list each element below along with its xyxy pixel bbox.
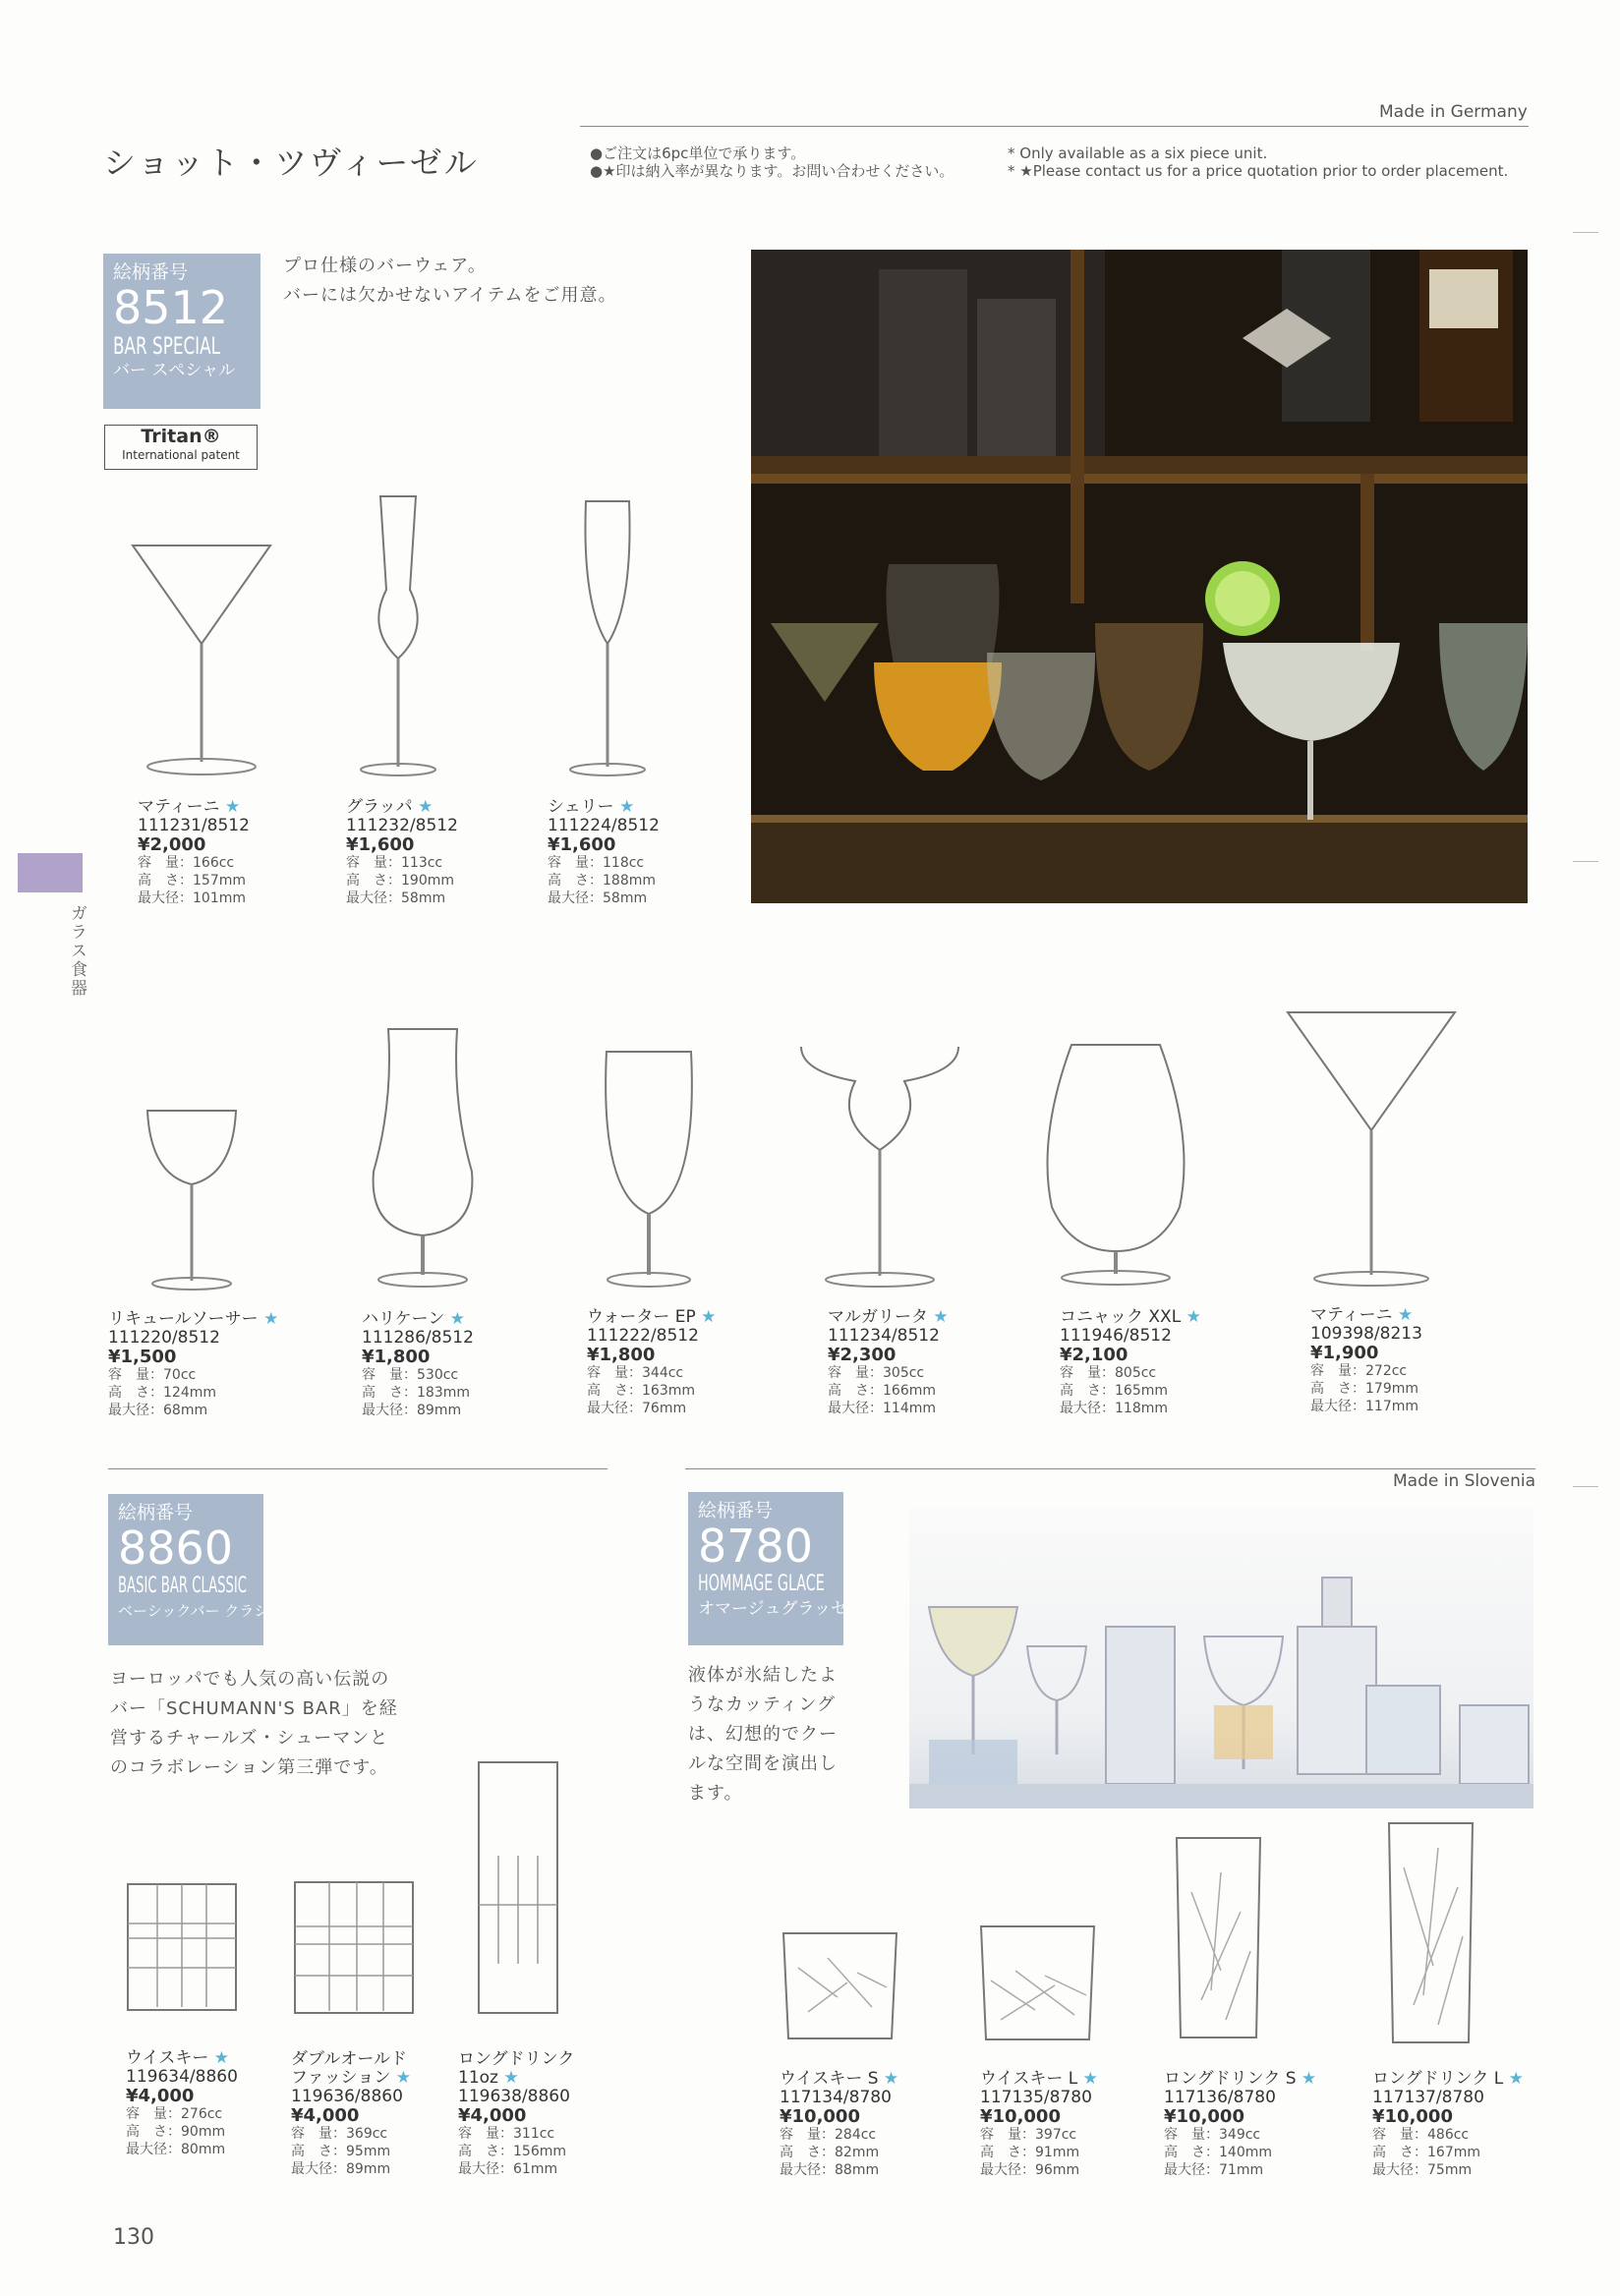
product-price: ¥1,800 [587, 1345, 656, 1365]
order-note-jp-2: ●★印は納入率が異なります。お問い合わせください。 [590, 162, 955, 180]
section-tab [18, 853, 83, 892]
product-price: ¥4,000 [458, 2105, 527, 2126]
product-diameter: 最大径：117mm [1310, 1399, 1418, 1414]
product-price: ¥10,000 [980, 2106, 1061, 2127]
order-note-jp-1: ●ご注文は6pc単位で承ります。 [590, 144, 806, 162]
made-in-germany: Made in Germany [1379, 102, 1528, 122]
product-price: ¥2,300 [828, 1345, 897, 1365]
product-code: 117136/8780 [1164, 2088, 1276, 2107]
star-icon: ★ [1082, 2069, 1098, 2089]
product-capacity: 容 量：349cc [1164, 2127, 1261, 2143]
product-code: 119638/8860 [458, 2087, 570, 2106]
hommage-photo [909, 1509, 1533, 1808]
desc-line: 営するチャールズ・シューマンと [110, 1728, 389, 1749]
section-label: ガラス食器 [67, 904, 87, 998]
bar-scene-illustration [751, 250, 1528, 903]
desc-line: プロ仕様のバーウェア。 [283, 256, 487, 276]
series-desc-8860 [110, 1665, 398, 1783]
star-icon: ★ [883, 2069, 899, 2089]
product-liqueur-saucer [108, 1310, 278, 1419]
series-name-en: HOMMAGE GLACE [698, 1572, 825, 1596]
series-badge-8780 [688, 1492, 847, 1645]
series-name-en: BASIC BAR CLASSIC [118, 1574, 247, 1598]
product-name-line1: ロングドリンク [458, 2049, 575, 2069]
product-price: ¥1,600 [548, 834, 616, 855]
product-capacity: 容 量：166cc [138, 855, 235, 871]
product-margarita [828, 1308, 949, 1417]
product-height: 高 さ：90mm [126, 2124, 226, 2140]
tritan-sub: International patent [122, 448, 240, 462]
product-height: 高 さ：166mm [828, 1383, 936, 1399]
hurricane-glass-image [359, 1024, 487, 1290]
product-name: ロングドリンク S [1164, 2069, 1297, 2089]
product-code: 111286/8512 [362, 1328, 474, 1348]
star-icon: ★ [1508, 2069, 1524, 2089]
product-price: ¥1,800 [362, 1347, 431, 1367]
product-code: 117137/8780 [1372, 2088, 1484, 2107]
product-name: ウォーター EP [587, 1307, 696, 1327]
product-name: ウイスキー S [780, 2069, 879, 2089]
series-number: 8780 [698, 1520, 814, 1573]
product-capacity: 容 量：284cc [780, 2127, 877, 2143]
product-diameter: 最大径：80mm [126, 2142, 226, 2157]
product-capacity: 容 量：305cc [828, 1365, 925, 1381]
desc-line: ヨーロッパでも人気の高い伝説の [110, 1669, 390, 1690]
product-whisky-l-8780 [980, 2070, 1098, 2179]
edge-mark [1573, 232, 1598, 233]
product-price: ¥10,000 [1164, 2106, 1244, 2127]
product-capacity: 容 量：344cc [587, 1365, 684, 1381]
star-icon: ★ [1301, 2069, 1317, 2089]
double-old-fashioned-glass-image [290, 1877, 418, 2020]
product-diameter: 最大径：58mm [548, 890, 648, 906]
series-badge-8860 [108, 1494, 298, 1645]
desc-line: うなカッティング [688, 1694, 837, 1715]
product-capacity: 容 量：118cc [548, 855, 645, 871]
product-name: シェリー [548, 797, 614, 817]
product-diameter: 最大径：58mm [346, 890, 446, 906]
product-capacity: 容 量：805cc [1060, 1365, 1157, 1381]
product-price: ¥10,000 [1372, 2106, 1453, 2127]
product-capacity: 容 量：276cc [126, 2106, 223, 2122]
star-icon: ★ [418, 797, 434, 817]
product-long-drink-8860 [458, 2050, 574, 2178]
product-code: 109398/8213 [1310, 1324, 1422, 1344]
product-height: 高 さ：165mm [1060, 1383, 1168, 1399]
product-price: ¥1,600 [346, 834, 415, 855]
star-icon: ★ [1398, 1305, 1414, 1325]
product-capacity: 容 量：530cc [362, 1367, 459, 1383]
whisky-l-8780-glass-image [976, 1922, 1099, 2047]
star-icon: ★ [701, 1307, 717, 1327]
star-icon: ★ [503, 2068, 519, 2088]
product-cognac-xxl [1060, 1308, 1201, 1417]
product-code: 119636/8860 [291, 2087, 403, 2106]
tritan-name: Tritan® [141, 426, 221, 447]
order-note-en-1: * Only available as a six piece unit. [1008, 144, 1268, 162]
product-diameter: 最大径：89mm [362, 1403, 462, 1418]
star-icon: ★ [1186, 1307, 1201, 1327]
product-height: 高 さ：190mm [346, 873, 454, 889]
desc-line: 液体が氷結したよ [688, 1665, 838, 1686]
star-icon: ★ [933, 1307, 949, 1327]
desc-line: ルな空間を演出し [688, 1753, 838, 1774]
cognac-xxl-glass-image [1032, 1040, 1199, 1286]
water-ep-glass-image [595, 1047, 703, 1288]
product-name: リキュールソーサー [108, 1309, 259, 1329]
product-water-ep [587, 1308, 716, 1417]
product-price: ¥2,000 [138, 834, 206, 855]
margarita-glass-image [796, 1042, 963, 1288]
header-rule [580, 126, 1529, 127]
desc-line: バー「SCHUMANN'S BAR」を経 [110, 1698, 398, 1719]
product-height: 高 さ：140mm [1164, 2145, 1272, 2160]
product-height: 高 さ：179mm [1310, 1381, 1418, 1397]
product-code: 111232/8512 [346, 816, 458, 835]
product-height: 高 さ：95mm [291, 2144, 391, 2159]
section-rule-8780 [685, 1468, 1535, 1469]
desc-line: ます。 [688, 1783, 743, 1804]
product-code: 117134/8780 [780, 2088, 892, 2107]
product-diameter: 最大径：118mm [1060, 1401, 1168, 1416]
edge-mark [1573, 861, 1598, 862]
product-height: 高 さ：156mm [458, 2144, 566, 2159]
tritan-logo [104, 425, 258, 470]
product-name: ロングドリンク L [1372, 2069, 1504, 2089]
product-diameter: 最大径：75mm [1372, 2162, 1473, 2178]
product-code: 111222/8512 [587, 1326, 699, 1346]
page-title: ショット・ツヴィーゼル [103, 144, 479, 182]
product-code: 111234/8512 [828, 1326, 940, 1346]
product-height: 高 さ：163mm [587, 1383, 695, 1399]
product-martini-8512 [138, 798, 250, 907]
product-diameter: 最大径：89mm [291, 2161, 391, 2177]
product-code: 111220/8512 [108, 1328, 220, 1348]
product-diameter: 最大径：88mm [780, 2162, 880, 2178]
product-height: 高 さ：188mm [548, 873, 656, 889]
product-code: 119634/8860 [126, 2067, 238, 2087]
desc-line: バーには欠かせないアイテムをご用意。 [283, 285, 617, 306]
series-badge-8512 [103, 254, 260, 409]
section-rule-8860 [108, 1468, 608, 1469]
series-name-jp: ベーシックバー クラシック [118, 1602, 298, 1620]
product-height: 高 さ：167mm [1372, 2145, 1480, 2160]
product-name: マティーニ [138, 797, 220, 817]
whisky-8860-glass-image [123, 1879, 241, 2017]
martini-glass-image [128, 541, 275, 776]
desc-line: は、幻想的でクー [688, 1724, 838, 1745]
series-name-jp: オマージュグラッセ [698, 1599, 847, 1619]
product-sherry-8512 [548, 798, 660, 907]
product-code: 111231/8512 [138, 816, 250, 835]
long-drink-s-8780-glass-image [1172, 1833, 1265, 2044]
long-drink-l-8780-glass-image [1384, 1818, 1477, 2049]
product-height: 高 さ：82mm [780, 2145, 880, 2160]
product-name: ウイスキー [126, 2048, 209, 2068]
star-icon: ★ [395, 2068, 411, 2088]
product-price: ¥2,100 [1060, 1345, 1128, 1365]
product-price: ¥1,500 [108, 1347, 177, 1367]
product-hurricane [362, 1310, 474, 1419]
series-number: 8860 [118, 1521, 234, 1575]
product-diameter: 最大径：101mm [138, 890, 246, 906]
product-long-drink-s-8780 [1164, 2070, 1316, 2179]
series-name-jp: バー スペシャル [113, 361, 236, 380]
product-whisky-8860 [126, 2049, 238, 2158]
product-price: ¥4,000 [291, 2105, 360, 2126]
product-double-old-fashioned [291, 2050, 411, 2178]
liqueur-saucer-glass-image [143, 1106, 241, 1292]
series-desc-8780 [688, 1661, 838, 1808]
product-diameter: 最大径：61mm [458, 2161, 558, 2177]
product-grappa-8512 [346, 798, 458, 907]
star-icon: ★ [213, 2048, 229, 2068]
product-name: マルガリータ [828, 1307, 928, 1327]
product-name: ウイスキー L [980, 2069, 1078, 2089]
product-diameter: 最大径：96mm [980, 2162, 1080, 2178]
product-martini-8213 [1310, 1306, 1422, 1415]
series-name-en: BAR SPECIAL [113, 332, 220, 360]
made-in-slovenia: Made in Slovenia [1393, 1471, 1535, 1491]
product-code: 111946/8512 [1060, 1326, 1172, 1346]
product-height: 高 さ：124mm [108, 1385, 216, 1401]
star-icon: ★ [225, 797, 241, 817]
order-note-en-2: * ★Please contact us for a price quotation prior to order placement. [1008, 162, 1509, 180]
series-number: 8512 [113, 281, 229, 334]
product-capacity: 容 量：113cc [346, 855, 443, 871]
star-icon: ★ [449, 1309, 465, 1329]
product-capacity: 容 量：70cc [108, 1367, 197, 1383]
product-height: 高 さ：157mm [138, 873, 246, 889]
sherry-glass-image [568, 496, 647, 776]
martini-8213-glass-image [1283, 1007, 1460, 1288]
product-name: ファッション [291, 2068, 391, 2088]
edge-mark [1573, 1486, 1598, 1487]
bar-photo [751, 250, 1528, 903]
product-capacity: 容 量：272cc [1310, 1363, 1408, 1379]
badge-label: 絵柄番号 [113, 261, 189, 283]
product-long-drink-l-8780 [1372, 2070, 1524, 2179]
badge-label: 絵柄番号 [118, 1502, 194, 1523]
product-diameter: 最大径：71mm [1164, 2162, 1264, 2178]
product-whisky-s-8780 [780, 2070, 898, 2179]
product-capacity: 容 量：486cc [1372, 2127, 1470, 2143]
product-name: グラッパ [346, 797, 413, 817]
product-capacity: 容 量：369cc [291, 2126, 388, 2142]
product-diameter: 最大径：76mm [587, 1401, 687, 1416]
product-price: ¥1,900 [1310, 1343, 1379, 1363]
product-capacity: 容 量：311cc [458, 2126, 555, 2142]
long-drink-8860-glass-image [474, 1757, 562, 2018]
page-number: 130 [113, 2225, 154, 2250]
star-icon: ★ [263, 1309, 279, 1329]
series-desc-8512 [283, 252, 616, 311]
grappa-glass-image [359, 491, 437, 776]
product-name-line1: ダブルオールド [291, 2049, 407, 2069]
desc-line: のコラボレーション第三弾です。 [110, 1757, 388, 1778]
product-name: 11oz [458, 2068, 498, 2088]
product-diameter: 最大径：114mm [828, 1401, 936, 1416]
badge-label: 絵柄番号 [698, 1500, 774, 1521]
product-price: ¥4,000 [126, 2086, 195, 2106]
star-icon: ★ [619, 797, 635, 817]
product-name: コニャック XXL [1060, 1307, 1182, 1327]
product-price: ¥10,000 [780, 2106, 860, 2127]
product-diameter: 最大径：68mm [108, 1403, 208, 1418]
product-name: マティーニ [1310, 1305, 1393, 1325]
hommage-scene-illustration [909, 1509, 1533, 1808]
product-height: 高 さ：183mm [362, 1385, 470, 1401]
whisky-s-8780-glass-image [779, 1928, 901, 2046]
product-height: 高 さ：91mm [980, 2145, 1080, 2160]
product-capacity: 容 量：397cc [980, 2127, 1077, 2143]
product-name: ハリケーン [362, 1309, 445, 1329]
product-code: 111224/8512 [548, 816, 660, 835]
product-code: 117135/8780 [980, 2088, 1092, 2107]
